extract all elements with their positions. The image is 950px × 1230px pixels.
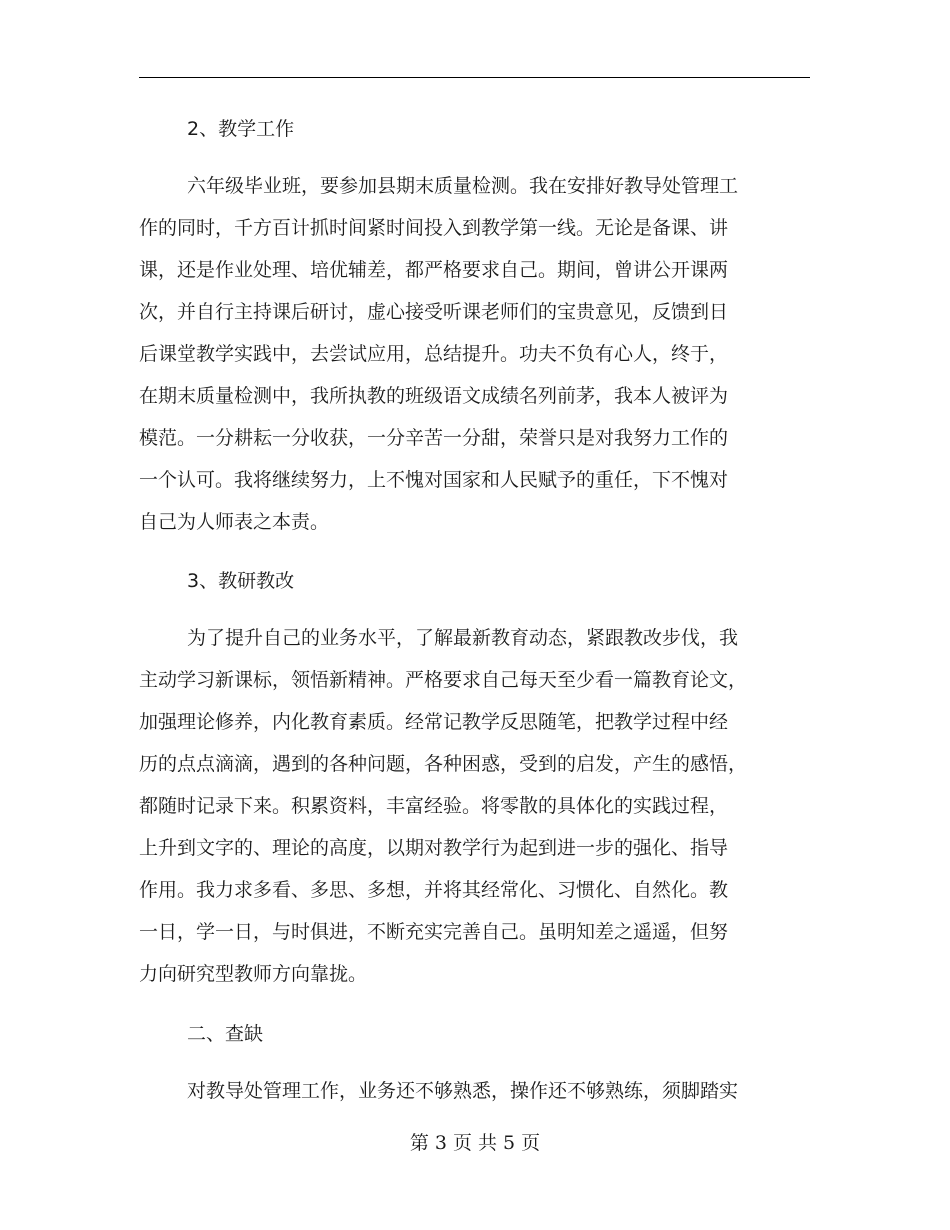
paragraph-line: 作的同时，千方百计抓时间紧时间投入到教学第一线。无论是备课、讲 <box>139 217 729 239</box>
paragraph-line: 自己为人师表之本责。 <box>139 511 330 533</box>
section-heading: 2、教学工作 <box>187 118 295 140</box>
paragraph-line: 一日，学一日，与时俱进，不断充实完善自己。虽明知差之遥遥，但努 <box>139 921 729 943</box>
paragraph-line: 一个认可。我将继续努力，上不愧对国家和人民赋予的重任，下不愧对 <box>139 469 729 491</box>
section-heading: 3、教研教改 <box>187 570 295 592</box>
paragraph-line: 历的点点滴滴，遇到的各种问题，各种困惑，受到的启发，产生的感悟， <box>139 753 748 775</box>
paragraph-line: 上升到文字的、理论的高度，以期对教学行为起到进一步的强化、指导 <box>139 837 729 859</box>
paragraph-line: 次，并自行主持课后研讨，虚心接受听课老师们的宝贵意见，反馈到日 <box>139 301 729 323</box>
paragraph-line: 六年级毕业班，要参加县期末质量检测。我在安排好教导处管理工 <box>187 175 739 197</box>
page-number-footer: 第 3 页 共 5 页 <box>409 1132 541 1154</box>
paragraph-line: 力向研究型教师方向靠拢。 <box>139 963 368 985</box>
paragraph-line: 作用。我力求多看、多思、多想，并将其经常化、习惯化、自然化。教 <box>139 879 729 901</box>
paragraph-line: 加强理论修养，内化教育素质。经常记教学反思随笔，把教学过程中经 <box>139 711 729 733</box>
paragraph-line: 都随时记录下来。积累资料，丰富经验。将零散的具体化的实践过程， <box>139 795 729 817</box>
header-rule <box>139 77 810 78</box>
paragraph-line: 对教导处管理工作，业务还不够熟悉，操作还不够熟练，须脚踏实 <box>187 1080 739 1102</box>
paragraph-line: 后课堂教学实践中，去尝试应用，总结提升。功夫不负有心人，终于， <box>139 343 729 365</box>
paragraph-line: 主动学习新课标，领悟新精神。严格要求自己每天至少看一篇教育论文， <box>139 669 748 691</box>
section-heading: 二、查缺 <box>187 1023 264 1045</box>
paragraph-line: 为了提升自己的业务水平，了解最新教育动态，紧跟教改步伐，我 <box>187 627 739 649</box>
paragraph-line: 模范。一分耕耘一分收获，一分辛苦一分甜，荣誉只是对我努力工作的 <box>139 427 729 449</box>
paragraph-line: 在期末质量检测中，我所执教的班级语文成绩名列前茅，我本人被评为 <box>139 385 729 407</box>
paragraph-line: 课，还是作业处理、培优辅差，都严格要求自己。期间，曾讲公开课两 <box>139 259 729 281</box>
